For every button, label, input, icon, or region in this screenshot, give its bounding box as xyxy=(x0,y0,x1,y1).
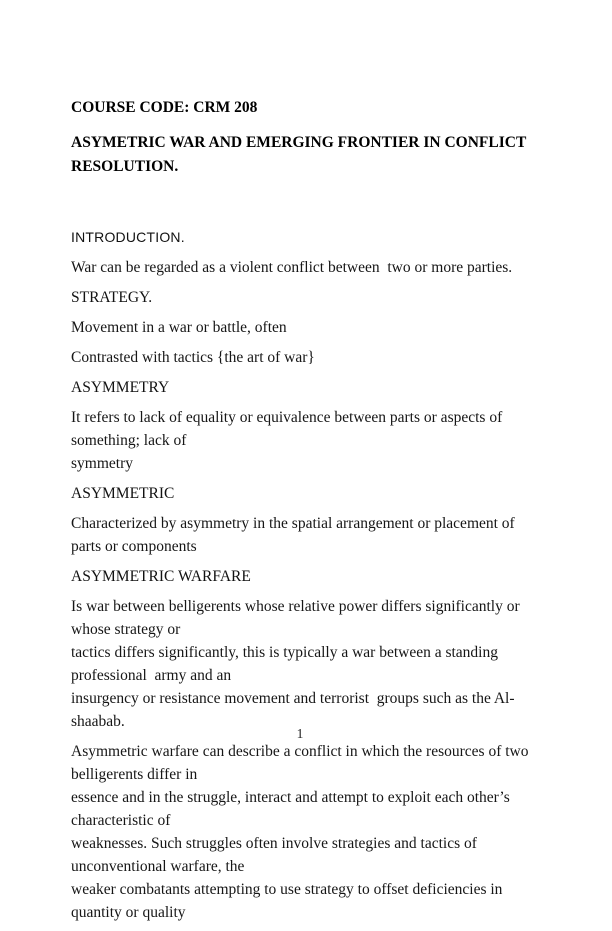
section-heading-introduction: INTRODUCTION. xyxy=(71,229,185,245)
document-content xyxy=(71,96,543,931)
section-heading-asymmetric-warfare: ASYMMETRIC WARFARE xyxy=(71,568,251,585)
paragraph-asymmetric-warfare-2: Asymmetric warfare can describe a conflict in which the resources of two belligerents differ in essence and in the struggle, interact and attempt to exploit each other’s characteristic of weaknesses. Such struggles often involve strategies and tactics of unconventional warfare, the weaker combatants attempting to use strategy to offset deficiencies in quantity or quality xyxy=(71,743,529,921)
section-heading-strategy: STRATEGY. xyxy=(71,289,153,306)
paragraph-war-definition: War can be regarded as a violent conflict between two or more parties. xyxy=(71,259,513,276)
section-heading-asymmetry: ASYMMETRY xyxy=(71,379,170,396)
paragraph-asymmetric-definition: Characterized by asymmetry in the spatial arrangement or placement of parts or components xyxy=(71,515,519,555)
paragraph-strategy-line1: Movement in a war or battle, often xyxy=(71,319,287,336)
paragraph-strategy-line2: Contrasted with tactics {the art of war} xyxy=(71,349,315,366)
section-heading-asymmetric: ASYMMETRIC xyxy=(71,485,175,502)
paragraph-asymmetric-warfare-1: Is war between belligerents whose relative power differs significantly or whose strategy or tactics differs significantly, this is typically a war between a standing professional army and an insurgency or resistance movement and terrorist groups such as the Al-shaabab. xyxy=(71,598,520,730)
document-title: ASYMETRIC WAR AND EMERGING FRONTIER IN CONFLICT RESOLUTION. xyxy=(71,134,527,175)
page-number: 1 xyxy=(296,726,304,741)
paragraph-asymmetry-definition: It refers to lack of equality or equivalence between parts or aspects of something; lack of symmetry xyxy=(71,409,503,472)
course-code-heading: COURSE CODE: CRM 208 xyxy=(71,99,258,116)
